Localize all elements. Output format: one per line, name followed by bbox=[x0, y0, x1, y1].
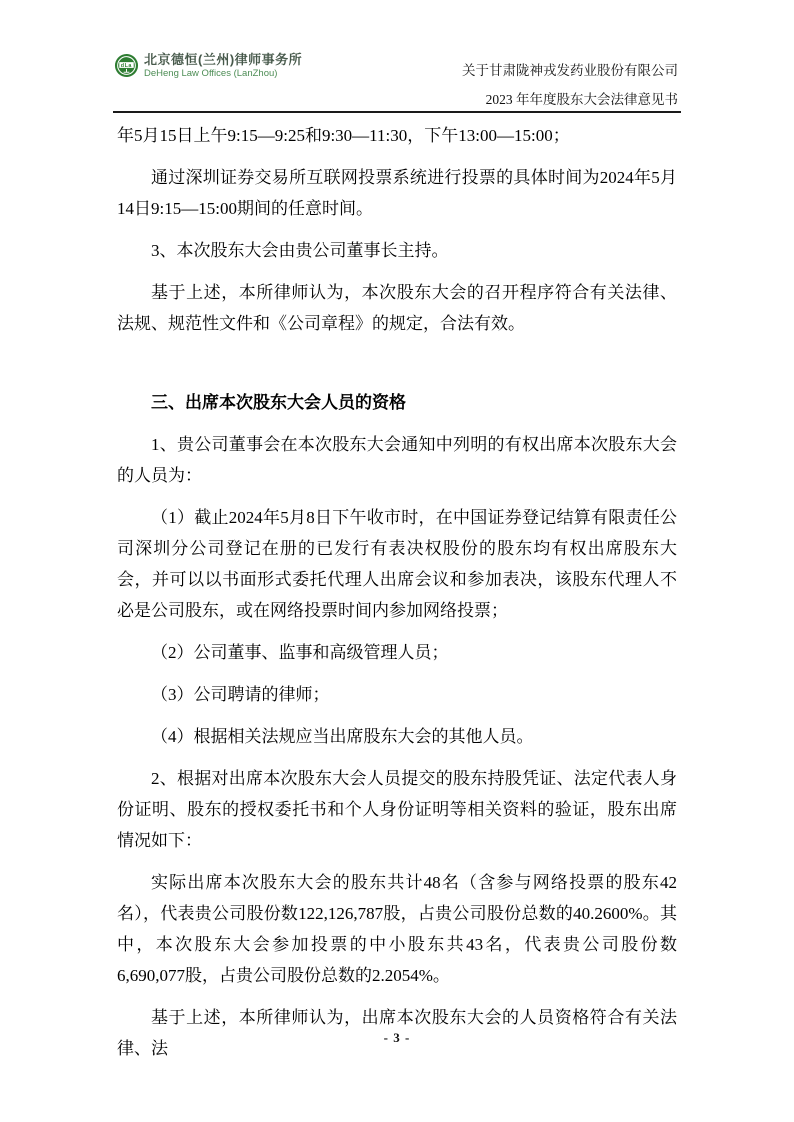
paragraph: （1）截止2024年5月8日下午收市时，在中国证券登记结算有限责任公司深圳分公司登记在册的已发行有表决权股份的股东均有权出席股东大会，并可以以书面形式委托代理人出席会议和参加表决，该股东代理人不必是公司股东，或在网络投票时间内参加网络投票； bbox=[117, 508, 677, 620]
law-firm-name bbox=[144, 52, 302, 80]
paragraph-continuation: 年5月15日上午9:15—9:25和9:30—11:30，下午13:00—15:00； bbox=[117, 126, 570, 145]
paragraph: 基于上述，本所律师认为，本次股东大会的召开程序符合有关法律、法规、规范性文件和《公司章程》的规定，合法有效。 bbox=[117, 283, 677, 333]
svg-text:L: L bbox=[124, 62, 128, 69]
paragraph: 实际出席本次股东大会的股东共计48名（含参与网络投票的股东42名），代表贵公司股份数122,126,787股，占贵公司股份总数的40.2600%。其中，本次股东大会参加投票的中小股东共43名，代表贵公司股份数6,690,077股，占贵公司股份总数的2.2054%。 bbox=[117, 873, 677, 985]
doc-title-line2: 2023 年年度股东大会法律意见书 bbox=[485, 92, 678, 107]
firm-name-zh: 北京德恒(兰州)律师事务所 bbox=[144, 52, 303, 67]
svg-text:a: a bbox=[128, 62, 132, 69]
paragraph: 2、根据对出席本次股东大会人员提交的股东持股凭证、法定代表人身份证明、股东的授权委托书和个人身份证明等相关资料的验证，股东出席情况如下： bbox=[117, 769, 677, 850]
paragraph: （2）公司董事、监事和高级管理人员； bbox=[151, 643, 449, 662]
firm-name-en: DeHeng Law Offices (LanZhou) bbox=[144, 68, 278, 79]
document-body bbox=[117, 120, 677, 1075]
paragraph: 3、本次股东大会由贵公司董事长主持。 bbox=[151, 241, 449, 260]
header-divider bbox=[113, 111, 681, 113]
page-footer bbox=[0, 1030, 794, 1046]
paragraph: 通过深圳证券交易所互联网投票系统进行投票的具体时间为2024年5月14日9:15—15:00期间的任意时间。 bbox=[117, 168, 677, 218]
section-heading: 三、出席本次股东大会人员的资格 bbox=[151, 393, 406, 412]
paragraph: 1、贵公司董事会在本次股东大会通知中列明的有权出席本次股东大会的人员为： bbox=[117, 435, 677, 485]
paragraph: （4）根据相关法规应当出席股东大会的其他人员。 bbox=[151, 727, 534, 746]
law-firm-brand bbox=[114, 52, 302, 80]
doc-title-line1: 关于甘肃陇神戎发药业股份有限公司 bbox=[462, 63, 678, 78]
svg-text:d: d bbox=[120, 62, 125, 69]
page-number: - 3 - bbox=[383, 1030, 411, 1045]
paragraph: （3）公司聘请的律师； bbox=[151, 685, 330, 704]
paragraph: 基于上述，本所律师认为，出席本次股东大会的人员资格符合有关法律、法 bbox=[117, 1008, 677, 1058]
document-title-block bbox=[462, 63, 678, 107]
deheng-logo-icon bbox=[114, 53, 139, 78]
